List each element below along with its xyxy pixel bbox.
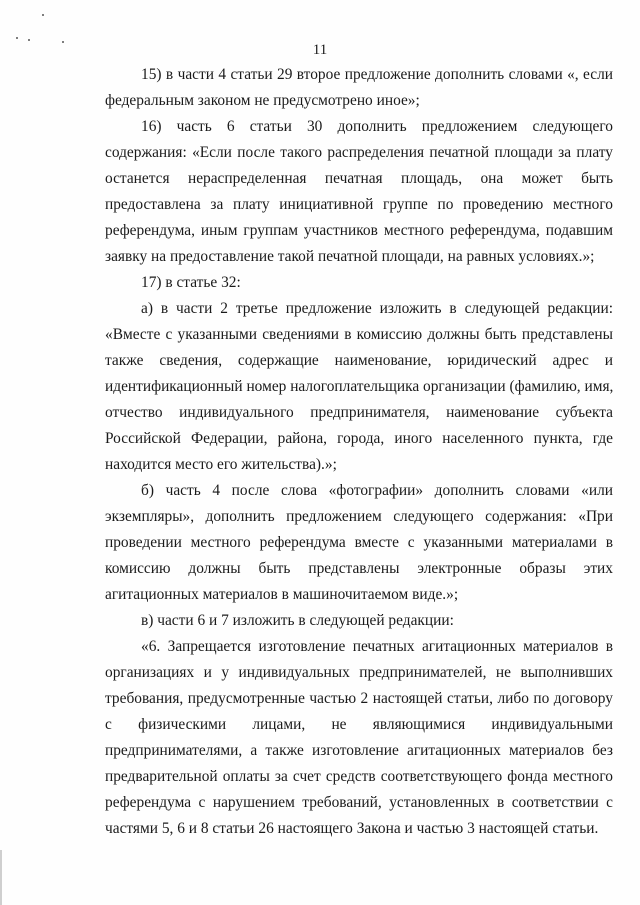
text-line: референдума, иным группам участников местного референдума, подавшим [105, 222, 613, 239]
text-line: а) в части 2 третье предложение изложить в следующей редакции: [141, 300, 613, 317]
scan-edge-mark [0, 850, 2, 905]
text-line: агитационных материалов в машиночитаемом виде.»; [105, 586, 459, 603]
text-line: требования, предусмотренные частью 2 настоящей статьи, либо по договору [105, 690, 613, 707]
paragraph-15 [105, 62, 613, 114]
paragraph-16 [105, 114, 613, 270]
text-line: «6. Запрещается изготовление печатных агитационных материалов в [141, 638, 613, 655]
text-line: заявку на предоставление такой печатной площади, на равных условиях.»; [105, 248, 595, 265]
paragraph-17 [105, 270, 613, 296]
text-line: федеральным законом не предусмотрено иное»; [105, 92, 420, 109]
scan-artifact-dot [42, 14, 44, 16]
paragraph-17-v [105, 608, 613, 634]
scan-artifact-dot [28, 39, 30, 41]
text-line: частями 5, 6 и 8 статьи 26 настоящего Закона и частью 3 настоящей статьи. [105, 820, 599, 837]
text-line: идентификационный номер налогоплательщика организации (фамилию, имя, [105, 378, 614, 395]
paragraph-17-a [105, 296, 613, 478]
text-line: проведении местного референдума вместе с указанными материалами в [105, 534, 613, 551]
text-line: находится место его жительства).»; [105, 456, 337, 473]
paragraph-17-b [105, 478, 613, 608]
text-line: предварительной оплаты за счет средств соответствующего фонда местного [105, 768, 613, 785]
text-line: содержания: «Если после такого распределения печатной площади за плату [105, 144, 613, 161]
text-line: 16) часть 6 статьи 30 дополнить предложением следующего [141, 118, 613, 135]
text-line: предпринимателями, а также изготовление агитационных материалов без [105, 742, 613, 759]
text-line: организациях и у индивидуальных предпринимателей, не выполнивших [105, 664, 613, 681]
text-line: также сведения, содержащие наименование, юридический адрес и [105, 352, 613, 369]
text-line: экземпляры», дополнить предложением следующего содержания: «При [105, 508, 613, 525]
text-line: 17) в статье 32: [141, 274, 241, 291]
text-line: отчество индивидуального предпринимателя, наименование субъекта [105, 404, 613, 421]
scan-artifact-dot [16, 37, 18, 39]
paragraph-part-6 [105, 634, 613, 842]
text-line: 15) в части 4 статьи 29 второе предложение дополнить словами «, если [141, 66, 613, 83]
document-body [105, 62, 613, 842]
text-line: останется нераспределенная печатная площадь, она может быть [105, 170, 613, 187]
text-line: с физическими лицами, не являющимися индивидуальными [105, 716, 613, 733]
text-line: референдума с нарушением требований, установленных в соответствии с [105, 794, 613, 811]
text-line: «Вместе с указанными сведениями в комиссию должны быть представлены [105, 326, 613, 343]
text-line: комиссию должны быть представлены электронные образы этих [105, 560, 613, 577]
text-line: б) часть 4 после слова «фотографии» дополнить словами «или [141, 482, 613, 499]
page-number: 11 [312, 42, 328, 58]
text-line: предоставлена за плату инициативной группе по проведению местного [105, 196, 613, 213]
text-line: в) части 6 и 7 изложить в следующей редакции: [141, 612, 454, 629]
text-line: Российской Федерации, района, города, иного населенного пункта, где [105, 430, 613, 447]
